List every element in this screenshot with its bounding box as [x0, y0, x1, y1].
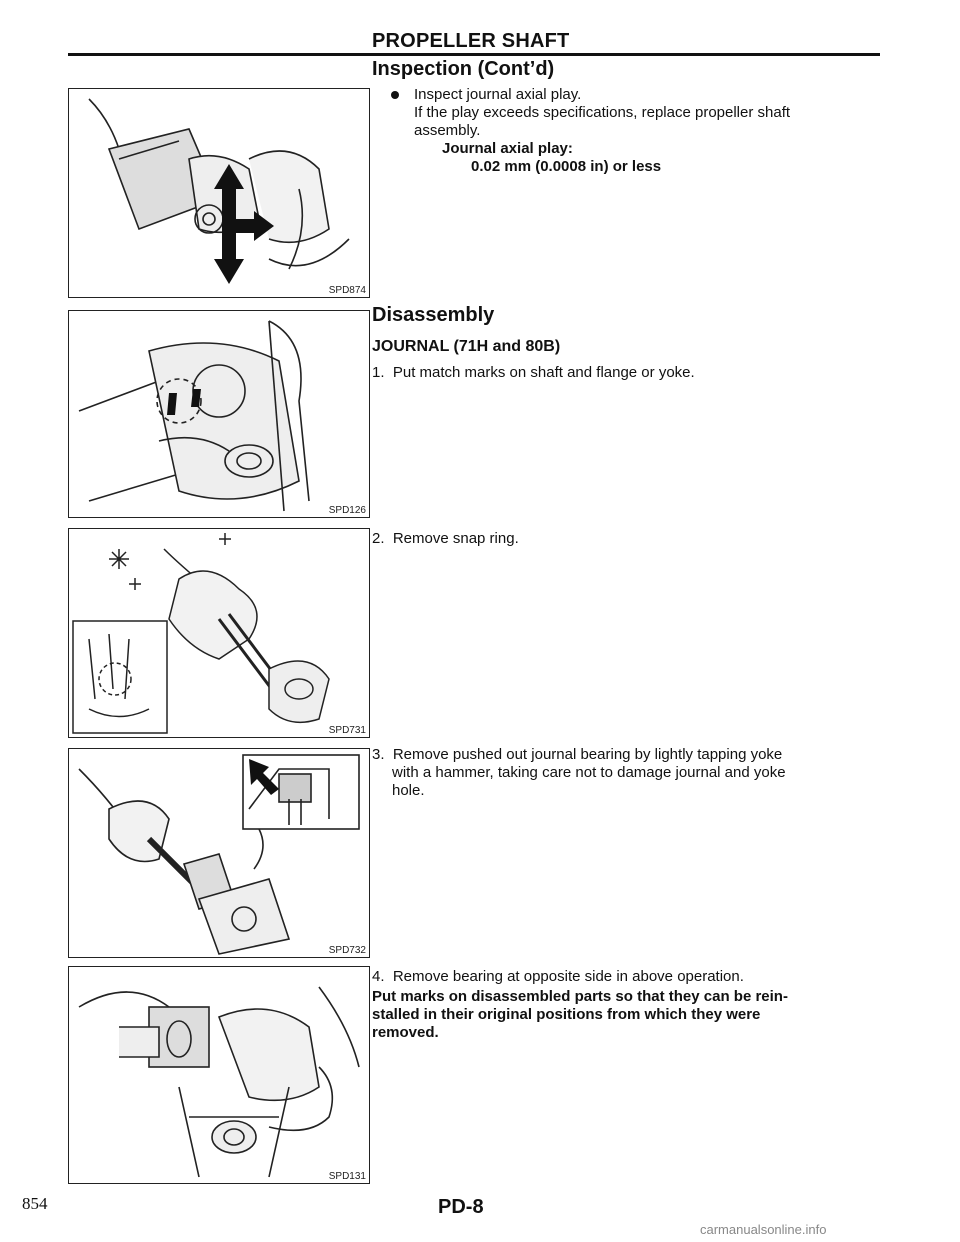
figure-bearing-removal [68, 966, 370, 1184]
universal-joint-axial-play-icon [69, 89, 369, 297]
figure-code: SPD874 [328, 285, 366, 296]
step-3-line-2: with a hammer, taking care not to damage journal and yoke [392, 764, 786, 781]
inspection-line-2: If the play exceeds specifications, replace propeller shaft [414, 104, 791, 121]
watermark-text: carmanualsonline.info [700, 1222, 827, 1237]
section-title: Inspection (Cont’d) [372, 58, 555, 80]
note-line-2: stalled in their original positions from which they were [372, 1006, 761, 1023]
figure-snap-ring [68, 528, 370, 738]
spec-label: Journal axial play: [442, 140, 573, 157]
header-rule [68, 53, 880, 56]
note-line-1: Put marks on disassembled parts so that they can be rein- [372, 988, 788, 1005]
figure-code: SPD126 [328, 505, 366, 516]
disassembly-title: Disassembly [372, 304, 495, 326]
figure-code: SPD732 [328, 945, 366, 956]
footer-page-code: PD-8 [438, 1196, 484, 1218]
inspection-line-3: assembly. [414, 122, 481, 139]
step-1: 1. Put match marks on shaft and flange or yoke. [372, 364, 695, 381]
spec-value: 0.02 mm (0.0008 in) or less [471, 158, 662, 175]
step-4: 4. Remove bearing at opposite side in above operation. [372, 968, 744, 985]
note-line-3: removed. [372, 1024, 439, 1041]
figure-match-marks [68, 310, 370, 518]
journal-subtitle: JOURNAL (71H and 80B) [372, 338, 561, 355]
figure-code: SPD731 [328, 725, 366, 736]
page-header-title: PROPELLER SHAFT [372, 30, 570, 52]
step-2: 2. Remove snap ring. [372, 530, 519, 547]
inspection-line-1: Inspect journal axial play. [414, 86, 582, 103]
figure-journal-axial-play [68, 88, 370, 298]
bullet-dot-icon [391, 91, 399, 99]
figure-hammer-tapping [68, 748, 370, 958]
footer-page-number-left: 854 [22, 1194, 48, 1213]
hammer-tapping-yoke-icon [69, 749, 369, 957]
figure-code: SPD131 [328, 1171, 366, 1182]
step-3-line-1: 3. Remove pushed out journal bearing by lightly tapping yoke [372, 746, 783, 763]
bearing-removal-icon [69, 967, 369, 1183]
snap-ring-removal-icon [69, 529, 369, 737]
match-marks-flange-icon [69, 311, 369, 517]
step-3-line-3: hole. [392, 782, 425, 799]
